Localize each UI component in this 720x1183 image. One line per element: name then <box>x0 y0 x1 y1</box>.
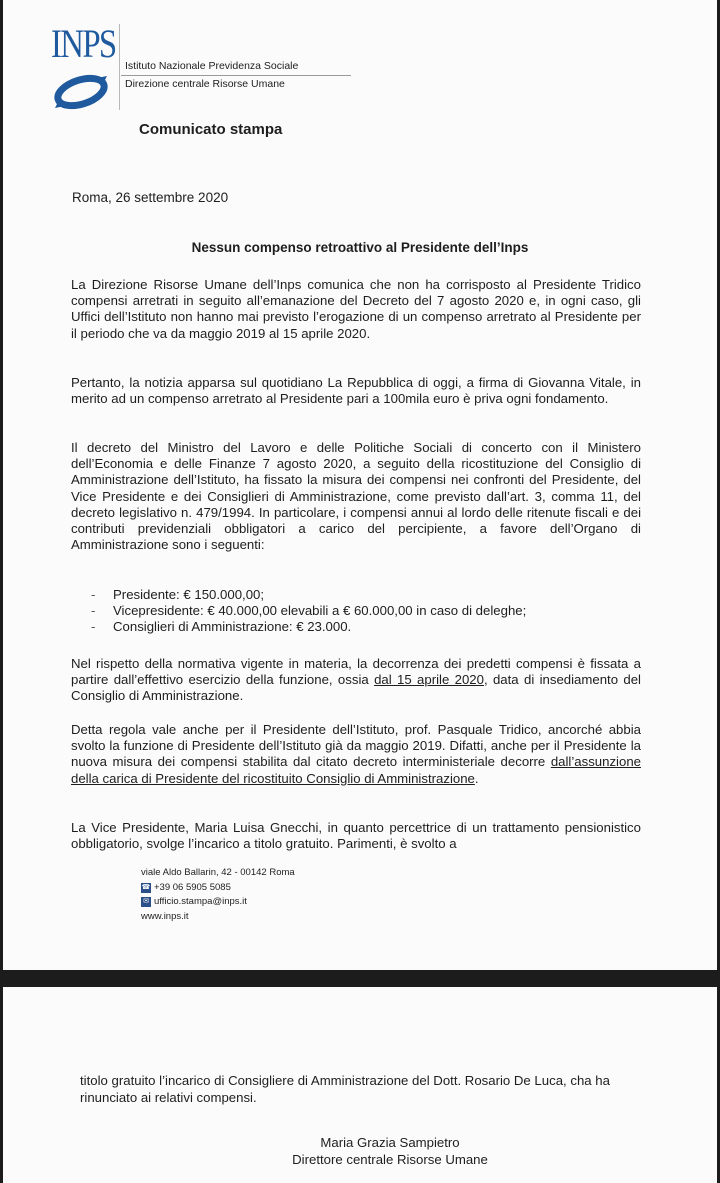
institute-name: Istituto Nazionale Previdenza Sociale <box>125 60 299 72</box>
document-type: Comunicato stampa <box>139 121 283 138</box>
list-item-text: Consiglieri di Amministrazione: € 23.000. <box>113 619 352 635</box>
mail-icon: ✉ <box>141 897 151 907</box>
contact-email: ✉ ufficio.stampa@inps.it <box>141 895 295 910</box>
list-dash: - <box>91 587 96 602</box>
paragraph-4-underlined: dal 15 aprile 2020 <box>374 672 484 688</box>
department-name: Direzione centrale Risorse Umane <box>125 78 285 90</box>
logo-text: INPS <box>51 21 116 66</box>
paragraph-4 <box>71 656 641 705</box>
contact-block <box>141 866 295 924</box>
date-line: Roma, 26 settembre 2020 <box>72 190 229 205</box>
list-item-text: Vicepresidente: € 40.000,00 elevabili a € 60.000,00 in caso di deleghe; <box>113 603 527 619</box>
signature-block <box>3 1135 717 1168</box>
document-page-1 <box>3 0 717 970</box>
contact-phone: ☎ +39 06 5905 5085 <box>141 881 231 893</box>
list-item <box>91 619 651 635</box>
paragraph-6: La Vice Presidente, Maria Luisa Gnecchi, in quanto percettrice di un trattamento pensionistico obbligatorio, svolge l’incarico a titolo gratuito. Parimenti, è svolto a <box>71 820 641 852</box>
list-item-text: Presidente: € 150.000,00; <box>113 587 265 602</box>
paragraph-2: Pertanto, la notizia apparsa sul quotidiano La Repubblica di oggi, a firma di Giovanna Vitale, in merito ad un compenso arretrato al Presidente pari a 100mila euro è priva ogni fondamento. <box>71 375 641 407</box>
contact-website: www.inps.it <box>141 910 189 922</box>
paragraph-3: Il decreto del Ministro del Lavoro e delle Politiche Sociali di concerto con il Ministero dell’Economia e delle Finanze 7 agosto 2020, a seguito della ricostituzione del Consiglio di Amministrazione dell’Istituto, ha fissato la misura dei compensi nei confronti del Presidente, del Vice Presidente e dei Consiglieri di Amministrazione, come previsto dall’art. 3, comma 11, del decreto legislativo n. 479/1994. In particolare, i compensi annui al lordo delle ritenute fiscali e dei contributi previdenziali obbligatori a carico del percipiente, a favore dell’Organo di Amministrazione sono i seguenti: <box>71 440 641 553</box>
logo-swirl-icon <box>53 70 109 114</box>
continuation-paragraph: titolo gratuito l’incarico di Consigliere di Amministrazione del Dott. Rosario De Luca, cha ha rinunciato ai relativi compensi. <box>80 1073 610 1105</box>
paragraph-1: La Direzione Risorse Umane dell’Inps comunica che non ha corrisposto al Presidente Tridico compensi arretrati in seguito all’emanazione del Decreto del 7 agosto 2020 e, in ogni caso, gli Uffici dell’Istituto non hanno mai previsto l’erogazione di un compenso arretrato al Presidente per il periodo che va da maggio 2019 al 15 aprile 2020. <box>71 277 641 341</box>
signatory-name: Maria Grazia Sampietro <box>320 1135 460 1150</box>
paragraph-5-end: . <box>474 770 479 786</box>
header-divider <box>121 75 351 76</box>
compensation-list <box>91 587 651 636</box>
press-release-title: Nessun compenso retroattivo al Presidente dell’Inps <box>191 240 529 255</box>
signatory-role: Direttore centrale Risorse Umane <box>292 1151 488 1167</box>
phone-icon: ☎ <box>141 883 151 891</box>
paragraph-4-text: Nel rispetto della normativa vigente in materia, la decorrenza dei predetti compensi è fissata a partire dall’effettivo esercizio della funzione, ossia <box>71 656 641 688</box>
paragraph-5-underlined: dall’assunzione della carica di Presidente del ricostituito Consiglio di Amministrazione <box>71 754 641 786</box>
list-item <box>91 587 651 603</box>
paragraph-5 <box>71 722 641 787</box>
list-item <box>91 603 651 619</box>
paragraph-5-text: Detta regola vale anche per il Presidente dell’Istituto, prof. Pasquale Tridico, ancorché abbia svolto la funzione di Presidente dell’Istituto già da maggio 2019. Difatti, anche per il Presidente la nuova misura dei compensi stabilita dal citato decreto interministeriale decorre <box>71 722 641 770</box>
inps-logo <box>51 20 116 132</box>
contact-address: viale Aldo Ballarin, 42 - 00142 Roma <box>141 867 295 878</box>
list-dash: - <box>91 603 96 619</box>
list-dash: - <box>91 619 96 635</box>
paragraph-4-end: , data di insediamento del Consiglio di Amministrazione. <box>71 672 641 704</box>
header-divider-vertical <box>119 24 120 110</box>
document-page-2 <box>3 987 717 1183</box>
